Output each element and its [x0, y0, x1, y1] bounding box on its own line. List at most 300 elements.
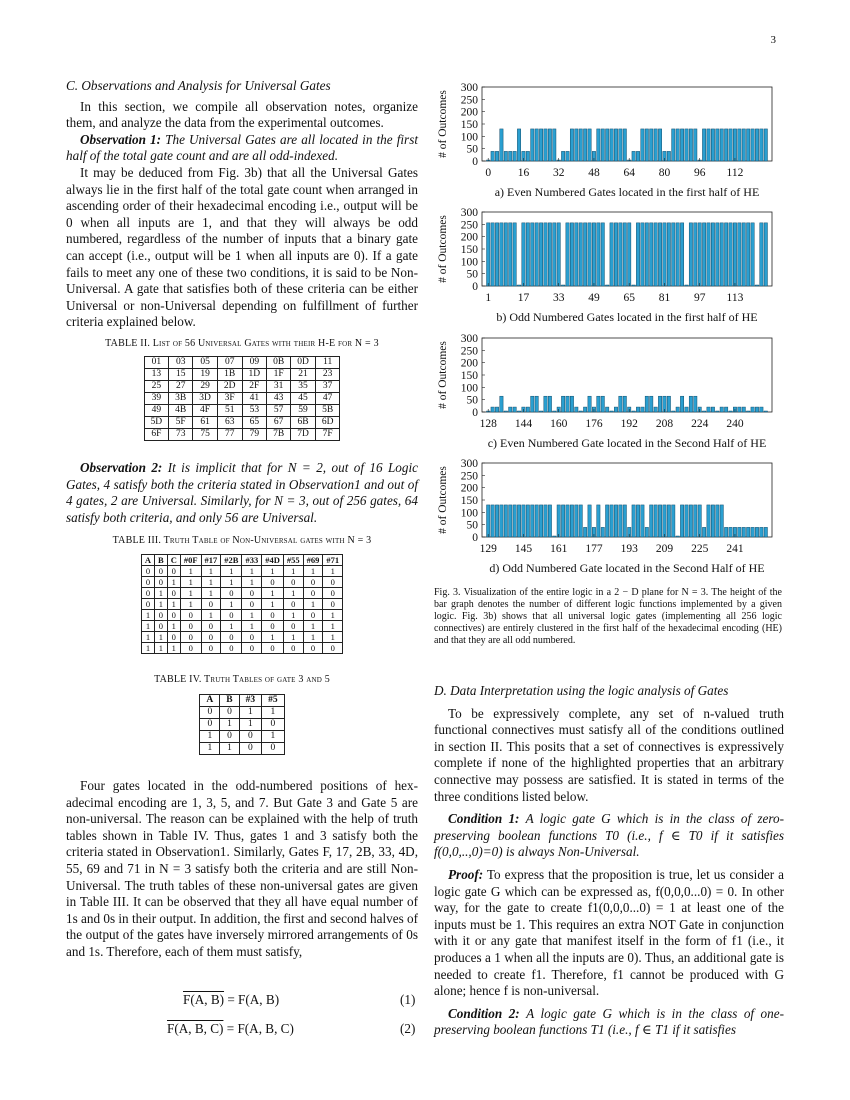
table-3-cell: 1: [180, 599, 201, 610]
table-2-cell: 3B: [169, 393, 193, 405]
bar: [566, 151, 569, 161]
bar: [553, 411, 556, 412]
bar: [672, 223, 675, 286]
table-3-cell: 0: [167, 610, 180, 621]
table-2-cell: 11: [315, 357, 340, 369]
table-4-cell: 1: [200, 731, 220, 743]
bar: [504, 223, 507, 286]
bar: [645, 129, 648, 161]
table-2-cell: 61: [193, 417, 218, 429]
observation-1: [66, 132, 418, 165]
x-tick-label: 96: [693, 167, 706, 179]
table-2-cell: 13: [144, 369, 169, 381]
table-3-cell: 1: [242, 610, 262, 621]
bar: [566, 396, 569, 412]
bar: [746, 527, 749, 537]
table-4-cell: 1: [220, 719, 239, 731]
bar: [711, 505, 714, 537]
table-3-cell: 1: [201, 566, 221, 577]
bar: [614, 129, 617, 161]
bar: [676, 536, 679, 537]
table-2-cell: 43: [267, 393, 291, 405]
table-2-cell: 1F: [267, 369, 291, 381]
bar: [632, 505, 635, 537]
x-tick-label: 49: [588, 292, 600, 304]
table-4-caption: TABLE IV. Truth Tables of gate 3 and 5: [154, 674, 330, 685]
bar: [654, 407, 657, 412]
table-3-cell: 0: [180, 643, 201, 654]
bar: [742, 223, 745, 286]
bar: [654, 129, 657, 161]
bar: [597, 223, 600, 286]
table-3-cell: 0: [262, 621, 284, 632]
bar: [694, 396, 697, 412]
bar: [751, 223, 754, 286]
table-4-cell: 1: [262, 707, 285, 719]
table-3-cell: 1: [221, 621, 242, 632]
bar: [711, 129, 714, 161]
table-3-cell: 0: [242, 643, 262, 654]
eq1-lhs: F(A, B): [183, 992, 225, 1007]
bar: [702, 223, 705, 286]
table-3-cell: 0: [262, 643, 284, 654]
table-4-cell: 1: [220, 743, 239, 755]
x-tick-label: 32: [552, 167, 565, 179]
bar: [553, 223, 556, 286]
table-4-row: [200, 743, 284, 755]
table-3-cell: 0: [167, 632, 180, 643]
bar: [619, 223, 622, 286]
plot-frame: [482, 87, 772, 161]
bar: [733, 223, 736, 286]
plot-frame: [482, 212, 772, 286]
table-3-cell: 0: [180, 621, 201, 632]
bar: [716, 411, 719, 412]
table-2-cell: 57: [267, 405, 291, 417]
bar: [575, 407, 578, 412]
bar: [548, 223, 551, 286]
table-4-row: [200, 731, 284, 743]
table-2-cell: 3F: [217, 393, 242, 405]
bar: [517, 285, 520, 286]
x-tick-label: 16: [517, 167, 530, 179]
bar: [504, 505, 507, 537]
y-axis-label: # of Outcomes: [437, 215, 449, 283]
table-2-caption: TABLE II. List of 56 Universal Gates with their H-E for N = 3: [105, 338, 379, 349]
bar: [667, 396, 670, 412]
bar: [742, 527, 745, 537]
plot-frame: [482, 338, 772, 412]
bar: [588, 505, 591, 537]
x-tick-label: 145: [514, 543, 533, 555]
table-3-cell: 0: [141, 566, 154, 577]
table-2-row: [144, 417, 340, 429]
bar: [588, 396, 591, 412]
table-3-cell: 1: [262, 599, 284, 610]
table-4-header-cell: A: [200, 695, 220, 707]
chart-title: d) Odd Numbered Gate located in the Second Half of HE: [489, 561, 765, 575]
bar: [658, 396, 661, 412]
table-3-header-cell: #0F: [180, 555, 201, 566]
table-2-cell: 07: [217, 357, 242, 369]
chart-a: [434, 80, 784, 209]
condition-1-label: Condition 1:: [448, 811, 520, 827]
y-tick-label: 0: [472, 407, 478, 419]
bar: [623, 223, 626, 286]
eq2-rhs: = F(A, B, C): [226, 1021, 294, 1036]
table-2-cell: 79: [242, 429, 267, 441]
table-2-cell: 7F: [315, 429, 340, 441]
x-tick-label: 241: [726, 543, 744, 555]
table-2-cell: 09: [242, 357, 267, 369]
y-tick-label: 300: [460, 207, 478, 219]
bar: [509, 151, 512, 161]
bar: [654, 223, 657, 286]
bar: [755, 285, 758, 286]
bar: [645, 396, 648, 412]
y-tick-label: 250: [460, 219, 478, 232]
bar: [760, 407, 763, 412]
table-2-cell: 27: [169, 381, 193, 393]
bar: [561, 505, 564, 537]
table-3-cell: 0: [155, 610, 168, 621]
bar: [579, 129, 582, 161]
bar: [636, 407, 639, 412]
bar: [724, 407, 727, 412]
table-3-row: [141, 588, 342, 599]
table-3-cell: 1: [262, 632, 284, 643]
bar: [746, 223, 749, 286]
bar: [764, 527, 767, 537]
table-3-header-cell: #2B: [221, 555, 242, 566]
eq1-rhs: = F(A, B): [227, 992, 280, 1007]
x-tick-label: 208: [655, 418, 674, 430]
bar: [650, 505, 653, 537]
x-tick-label: 48: [588, 167, 600, 179]
table-3-cell: 0: [242, 599, 262, 610]
bar: [526, 151, 529, 161]
bar: [566, 223, 569, 286]
table-4-cell: 1: [200, 743, 220, 755]
table-3-cell: 1: [262, 566, 284, 577]
table-4-header-cell: #3: [239, 695, 262, 707]
y-tick-label: 100: [460, 507, 478, 520]
bar: [711, 407, 714, 412]
bar: [716, 129, 719, 161]
table-2-cell: 63: [217, 417, 242, 429]
table-2-cell: 6D: [315, 417, 340, 429]
left-column: [66, 78, 418, 331]
paragraph-d: To be expressively complete, any set of n-valued truth functional connectives must satisfy all of the conditions outlined in section II. This posits that a set of connectives is expressively complete if none of the highlighted properties that an arbitrary connective may possess are satisfied. It is stated in terms of the three conditions listed below.: [434, 705, 784, 804]
bar: [495, 407, 498, 412]
y-tick-label: 150: [460, 370, 478, 382]
table-2-cell: 47: [315, 393, 340, 405]
table-2-cell: 35: [291, 381, 316, 393]
table-3-cell: 0: [242, 632, 262, 643]
chart-title: a) Even Numbered Gates located in the first half of HE: [494, 185, 760, 199]
bar: [764, 223, 767, 286]
bar: [663, 505, 666, 537]
bar: [548, 396, 551, 412]
x-tick-label: 112: [726, 167, 744, 179]
table-4-cell: 0: [220, 731, 239, 743]
bar: [605, 285, 608, 286]
bar: [535, 223, 538, 286]
bar: [672, 129, 675, 161]
table-3-cell: 0: [303, 610, 323, 621]
bar: [702, 527, 705, 537]
bar: [623, 396, 626, 412]
bar: [579, 411, 582, 412]
table-4-header-cell: #5: [262, 695, 285, 707]
right-text-column: [434, 683, 784, 1039]
bar: [513, 151, 516, 161]
bar: [707, 407, 710, 412]
bar: [513, 505, 516, 537]
bar: [698, 223, 701, 286]
table-2-cell: 31: [267, 381, 291, 393]
y-tick-label: 200: [460, 482, 478, 495]
bar: [702, 129, 705, 161]
table-2-cell: 45: [291, 393, 316, 405]
table-2-cell: 23: [315, 369, 340, 381]
bar: [716, 505, 719, 537]
bar: [641, 129, 644, 161]
bar: [597, 505, 600, 537]
table-4-cell: 0: [262, 719, 285, 731]
bar: [548, 129, 551, 161]
bar: [619, 505, 622, 537]
bar: [570, 129, 573, 161]
y-tick-label: 0: [472, 281, 478, 293]
bar: [601, 396, 604, 412]
bar: [676, 407, 679, 412]
bar: [654, 505, 657, 537]
table-2-cell: 75: [193, 429, 218, 441]
bar: [553, 129, 556, 161]
bar: [628, 223, 631, 286]
bar: [495, 223, 498, 286]
bar: [702, 411, 705, 412]
table-3-cell: 1: [155, 599, 168, 610]
bar: [583, 527, 586, 537]
y-tick-label: 50: [466, 143, 478, 156]
table-3-cell: 0: [167, 588, 180, 599]
bar: [605, 505, 608, 537]
bar: [575, 223, 578, 286]
condition-1-text: A logic gate G which is in the class of zero-preserving boolean functions T0 (i.e., f ∈ T0 if it satisfies f(0,0,..,0)=0) is always Non-Universal.: [434, 811, 784, 860]
bar: [539, 223, 542, 286]
bar: [698, 505, 701, 537]
table-3-header-cell: C: [167, 555, 180, 566]
bar: [689, 129, 692, 161]
x-tick-label: 225: [691, 543, 709, 555]
bar: [561, 151, 564, 161]
table-4-cell: 1: [239, 707, 262, 719]
y-tick-label: 200: [460, 106, 478, 119]
bar: [676, 129, 679, 161]
table-3-row: [141, 643, 342, 654]
bar: [610, 129, 613, 161]
chart-b: [434, 205, 784, 334]
table-3-row: [141, 566, 342, 577]
bar: [548, 505, 551, 537]
y-tick-label: 50: [466, 519, 478, 532]
bar: [495, 505, 498, 537]
y-tick-label: 150: [460, 119, 478, 131]
table-3-cell: 1: [283, 610, 303, 621]
bar: [605, 407, 608, 412]
table-3-cell: 0: [155, 577, 168, 588]
table-2-cell: 49: [144, 405, 169, 417]
y-tick-label: 250: [460, 470, 478, 483]
y-tick-label: 300: [460, 458, 478, 470]
bar: [676, 223, 679, 286]
y-tick-label: 200: [460, 231, 478, 244]
y-tick-label: 300: [460, 333, 478, 345]
bar: [645, 223, 648, 286]
bar: [755, 407, 758, 412]
table-3-cell: 1: [303, 566, 323, 577]
bar: [526, 407, 529, 412]
chart-d: [434, 456, 784, 585]
bar: [500, 396, 503, 412]
bar: [610, 505, 613, 537]
bar: [738, 223, 741, 286]
table-3-cell: 0: [201, 643, 221, 654]
table-3-header-cell: #17: [201, 555, 221, 566]
bar: [614, 505, 617, 537]
table-2-cell: 2F: [242, 381, 267, 393]
table-3-cell: 1: [141, 610, 154, 621]
table-3-cell: 0: [323, 577, 343, 588]
x-tick-label: 17: [517, 292, 530, 304]
bar: [623, 505, 626, 537]
table-3-cell: 1: [180, 588, 201, 599]
bar: [667, 223, 670, 286]
bar: [650, 129, 653, 161]
table-2-cell: 65: [242, 417, 267, 429]
bar: [623, 129, 626, 161]
bar: [575, 505, 578, 537]
table-2-cell: 1D: [242, 369, 267, 381]
observation-2-block: [66, 460, 418, 526]
bar: [513, 223, 516, 286]
bar: [729, 411, 732, 412]
proof-text: To express that the proposition is true, let us consider a logic gate G which can be expressed as, f(0,0,0...0) = 0. In other way, for the gate to create f1(0,0,0...0) = 1 at least one of the inputs must be 1. This requires an extra NOT Gate in conjunction with it or any gate that manifest itself in the form of f1 (i.e., it produces a 1 when all the inputs are 0). Thus, an additional gate is needed to create f1. Therefore, f1 cannot be produced with G alone; hence f is non-universal.: [434, 866, 784, 999]
table-2-cell: 5D: [144, 417, 169, 429]
table-3-cell: 1: [141, 643, 154, 654]
table-4-cell: 0: [200, 707, 220, 719]
y-axis-label: # of Outcomes: [437, 341, 449, 409]
bar: [500, 223, 503, 286]
bar: [566, 505, 569, 537]
bar: [597, 396, 600, 412]
bar: [601, 129, 604, 161]
x-tick-label: 177: [585, 543, 603, 555]
bar: [561, 285, 564, 286]
bar: [535, 505, 538, 537]
bar: [539, 129, 542, 161]
bar: [738, 129, 741, 161]
bar: [601, 527, 604, 537]
bar: [517, 505, 520, 537]
bar: [760, 527, 763, 537]
bar: [658, 505, 661, 537]
bar: [724, 527, 727, 537]
bar: [579, 505, 582, 537]
table-3-row: [141, 599, 342, 610]
observation-2-text: It is implicit that for N = 2, out of 16 Logic Gates, 4 satisfy both the criteria stated in Observation1 and out of 4 gates, 2 are Universal. Similarly, for N = 3, out of 256 gates, 64 satisfy both criteria, and only 56 are Universal.: [66, 460, 419, 525]
bar: [746, 411, 749, 412]
y-tick-label: 250: [460, 345, 478, 358]
table-2-cell: 67: [267, 417, 291, 429]
eq2-lhs: F(A, B, C): [167, 1021, 224, 1036]
table-3-header-cell: #4D: [262, 555, 284, 566]
y-tick-label: 250: [460, 94, 478, 107]
table-4-cell: 1: [239, 719, 262, 731]
table-3-cell: 1: [201, 610, 221, 621]
bar: [689, 505, 692, 537]
bar: [597, 129, 600, 161]
bar: [689, 396, 692, 412]
bar: [685, 285, 688, 286]
table-4: [66, 694, 418, 755]
bar: [619, 129, 622, 161]
equation-2: [167, 1021, 294, 1037]
table-2-cell: 2D: [217, 381, 242, 393]
y-tick-label: 50: [466, 394, 478, 407]
table-3-row: [141, 577, 342, 588]
bar: [672, 505, 675, 537]
table-3-header-cell: A: [141, 555, 154, 566]
table-3-cell: 1: [141, 632, 154, 643]
table-4-cell: 0: [200, 719, 220, 731]
bar: [680, 129, 683, 161]
table-3-row: [141, 632, 342, 643]
x-tick-label: 33: [552, 292, 565, 304]
table-2-cell: 5B: [315, 405, 340, 417]
bar: [570, 223, 573, 286]
table-2-cell: 29: [193, 381, 218, 393]
table-2-cell: 0D: [291, 357, 316, 369]
bar: [650, 396, 653, 412]
table-3-cell: 1: [155, 632, 168, 643]
table-3-cell: 0: [303, 577, 323, 588]
x-tick-label: 128: [479, 418, 497, 430]
condition-2-text: A logic gate G which is in the class of one-preserving boolean functions T1 (i.e., f ∈ T1 if it satisfies: [434, 1005, 784, 1038]
x-tick-label: 97: [693, 292, 706, 304]
figure-3-caption: Fig. 3. Visualization of the entire logic in a 2 − D plane for N = 3. The height of the bar graph denotes the number of different logic functions implemented by a given logic. Fig. 3b) shows that all universal logic gates (implementing all 256 logic connectives) are entirely clustered in the first half of the hexadecimal encoding (HE) and that they are all odd numbered.: [434, 587, 782, 646]
table-3-cell: 1: [242, 621, 262, 632]
section-d-title: D. Data Interpretation using the logic analysis of Gates: [434, 683, 729, 698]
bar: [707, 223, 710, 286]
table-3-cell: 1: [323, 621, 343, 632]
table-4-cell: 0: [262, 743, 285, 755]
x-tick-label: 193: [620, 543, 638, 555]
bar: [588, 129, 591, 161]
bar: [531, 223, 534, 286]
table-3-cell: 1: [283, 566, 303, 577]
table-3-header-cell: #71: [323, 555, 343, 566]
table-2-row: [144, 369, 340, 381]
bar: [592, 223, 595, 286]
bar: [526, 505, 529, 537]
bar: [685, 407, 688, 412]
table-3-cell: 1: [201, 577, 221, 588]
table-2-cell: 73: [169, 429, 193, 441]
y-tick-label: 150: [460, 495, 478, 507]
